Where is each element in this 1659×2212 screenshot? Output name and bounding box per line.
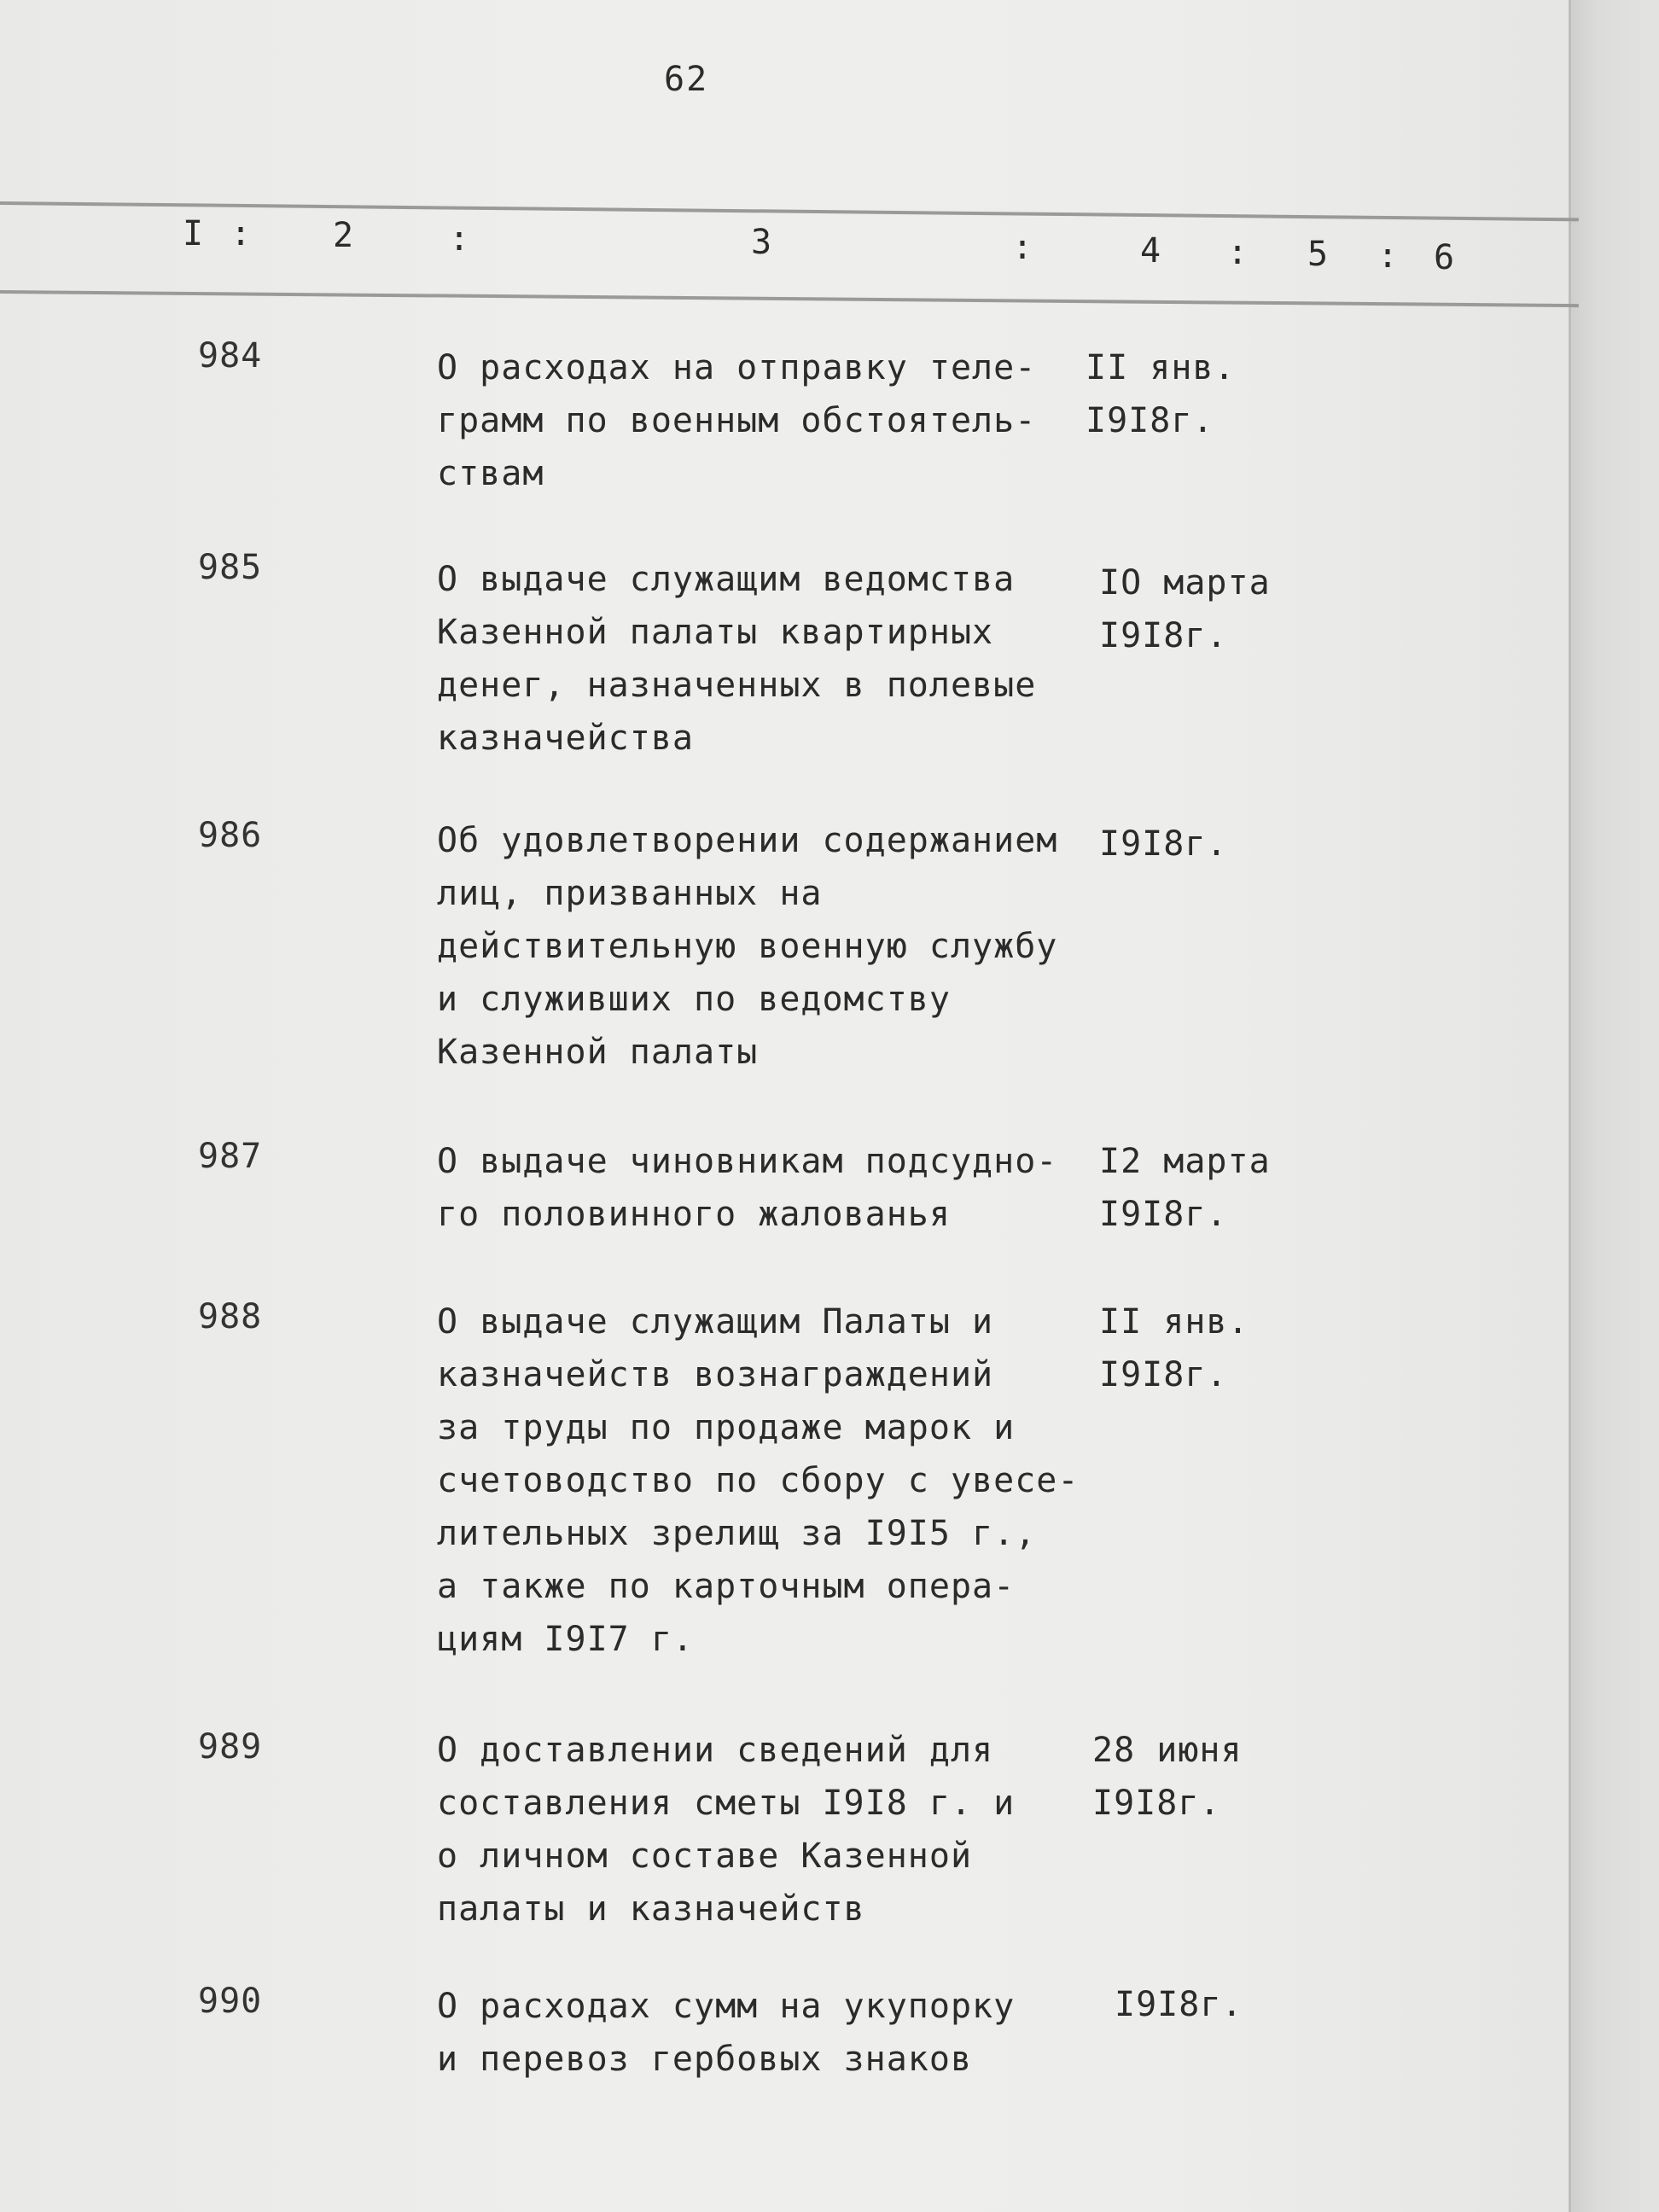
row-date: I9I8г. xyxy=(1115,1985,1243,2024)
column-header-5: 5 xyxy=(1307,235,1329,274)
row-number: 989 xyxy=(198,1727,263,1767)
column-header-2: 2 xyxy=(333,216,354,255)
row-number: 987 xyxy=(198,1137,263,1176)
row-title: О расходах сумм на укупорку и перевоз гербовых знаков xyxy=(437,1987,1016,2079)
column-separator: : xyxy=(449,219,470,259)
row-date: IO марта I9I8г. xyxy=(1099,563,1271,655)
page-number: 62 xyxy=(664,60,709,99)
row-date: II янв. I9I8г. xyxy=(1086,348,1236,440)
row-number: 990 xyxy=(198,1982,263,2021)
row-date: 28 июня I9I8г. xyxy=(1092,1731,1243,1823)
row-title: О доставлении сведений для составления сметы I9I8 г. и о личном составе Казенной палаты и казначейств xyxy=(437,1731,1016,1929)
row-number: 984 xyxy=(198,336,263,375)
row-number: 985 xyxy=(198,548,263,587)
row-number: 986 xyxy=(198,816,263,855)
column-separator: : xyxy=(230,214,252,253)
paper-edge xyxy=(1569,0,1659,2212)
row-title: О выдаче чиновникам подсудно- го половинного жалованья xyxy=(437,1142,1058,1234)
column-separator: : xyxy=(1012,228,1033,267)
row-date: II янв. I9I8г. xyxy=(1099,1302,1249,1394)
header-bottom-rule xyxy=(0,290,1579,307)
row-date: I9I8г. xyxy=(1099,824,1228,864)
row-title: Об удовлетворении содержанием лиц, призванных на действительную военную службу и служивших по ведомству Казенной палаты xyxy=(437,821,1058,1072)
column-header-1: I xyxy=(183,214,204,253)
row-number: 988 xyxy=(198,1297,263,1336)
column-header-4: 4 xyxy=(1140,231,1161,271)
column-separator: : xyxy=(1227,233,1249,272)
row-date: I2 марта I9I8г. xyxy=(1099,1142,1271,1234)
row-title: О расходах на отправку теле- грамм по военным обстоятель- ствам xyxy=(437,348,1037,493)
row-title: О выдаче служащим ведомства Казенной палаты квартирных денег, назначенных в полевые казначейства xyxy=(437,560,1037,758)
row-title: О выдаче служащим Палаты и казначейств вознаграждений за труды по продаже марок и счетоводство по сбору с увесе- лительных зрелищ за I9I5 г., а также по карточным опера- циям I9I7 г. xyxy=(437,1302,1080,1659)
column-header-6: 6 xyxy=(1434,238,1455,277)
column-separator: : xyxy=(1377,236,1399,276)
column-header-3: 3 xyxy=(751,223,772,262)
